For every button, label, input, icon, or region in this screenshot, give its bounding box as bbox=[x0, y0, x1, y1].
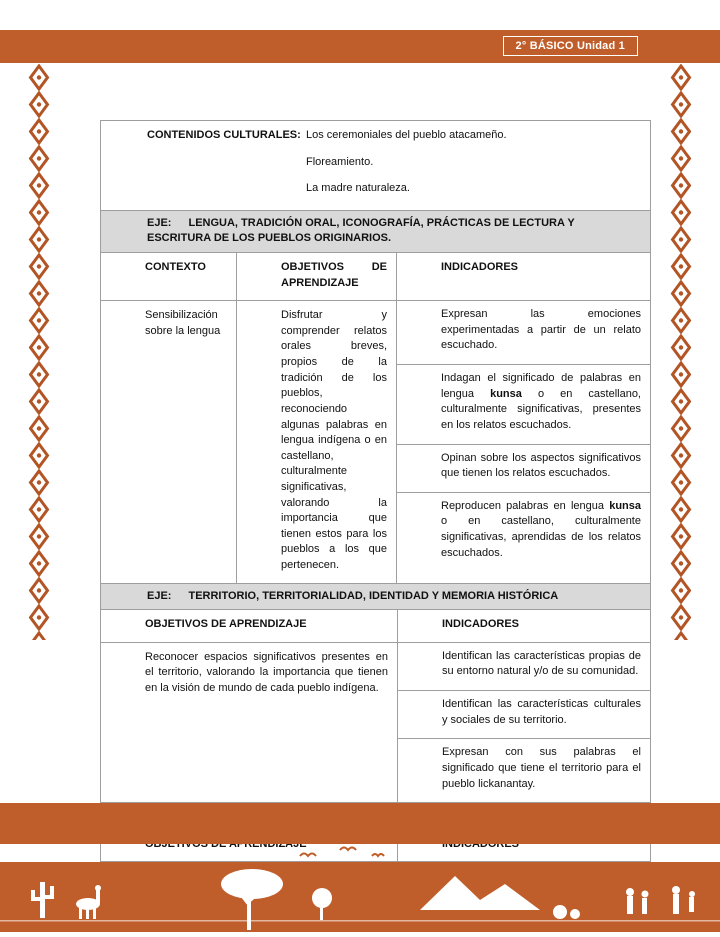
contenido-item: Los ceremoniales del pueblo atacameño. bbox=[306, 129, 507, 141]
contenidos-label: CONTENIDOS CULTURALES: bbox=[147, 129, 301, 141]
column-header-row bbox=[101, 252, 650, 300]
eje-label: EJE: bbox=[147, 216, 172, 229]
ornament-pattern-left bbox=[28, 64, 50, 640]
landscape-silhouette-icon bbox=[0, 844, 720, 932]
contenido-item: Floreamiento. bbox=[306, 155, 374, 168]
indicador-item: Reproducen palabras en lengua kunsa o en castellano, culturalmente significativas, aprendidas de los relatos escuchados. bbox=[397, 492, 650, 583]
indicadores-cell bbox=[397, 643, 650, 802]
footer-band bbox=[0, 803, 720, 844]
diamond-ribbon-icon bbox=[28, 64, 50, 640]
indicador-item: Identifican las características culturales y sociales de su territorio. bbox=[398, 690, 650, 738]
col-header-objetivos: OBJETIVOS DE APRENDIZAJE bbox=[236, 253, 396, 300]
top-bar bbox=[0, 30, 720, 63]
curriculum-table bbox=[100, 120, 651, 862]
indicador-item: Indagan el significado de palabras en lengua kunsa o en castellano, culturalmente significativas, presentes en los relatos escuchados. bbox=[397, 364, 650, 443]
section1-body-row bbox=[101, 300, 650, 582]
diamond-ribbon-icon bbox=[670, 64, 692, 640]
col-header-indicadores-cell bbox=[397, 610, 650, 642]
contenido-item: La madre naturaleza. bbox=[306, 182, 410, 195]
indicador-item: Expresan las emociones experimentadas a partir de un relato escuchado. bbox=[441, 308, 641, 352]
col-header-indicadores-cell bbox=[396, 253, 650, 300]
ornament-pattern-right bbox=[670, 64, 692, 640]
column-header-row-2 bbox=[101, 609, 650, 642]
eje-title: LENGUA, TRADICIÓN ORAL, ICONOGRAFÍA, PRÁCTICAS DE LECTURA Y ESCRITURA DE LOS PUEBLOS ORIGINARIOS. bbox=[147, 216, 575, 245]
objetivo-cell: Reconocer espacios significativos presentes en el territorio, valorando la importancia que tienen en la visión de mundo de cada pueblo indígena. bbox=[145, 650, 388, 695]
col-header-indicadores: INDICADORES bbox=[441, 261, 519, 274]
col-header-objetivos: OBJETIVOS DE APRENDIZAJE bbox=[145, 618, 307, 631]
eje-row-territorio bbox=[101, 583, 650, 610]
indicador-item: Opinan sobre los aspectos significativos que tienen los relatos escuchados. bbox=[397, 444, 650, 492]
eje-label: EJE: bbox=[147, 589, 172, 602]
col-header-indicadores: INDICADORES bbox=[442, 618, 520, 631]
indicadores-cell bbox=[396, 301, 650, 582]
section2-body-row bbox=[101, 642, 650, 802]
contenidos-items bbox=[306, 128, 507, 208]
footer-illustration bbox=[0, 844, 720, 932]
objetivo-cell: Disfrutar y comprender relatos orales breves, propios de la tradición de los pueblos, reconociendo algunas palabras en lengua indígena o en castellano, culturalmente significativas, valorando la importancia que tienen estos para los pueblos a los que pertenecen. bbox=[236, 301, 396, 582]
contenidos-culturales-row bbox=[101, 121, 650, 210]
unit-badge: 2° BÁSICO Unidad 1 bbox=[503, 36, 638, 56]
indicador-item: Identifican las características propias de su entorno natural y/o de su comunidad. bbox=[442, 649, 641, 678]
col-header-contexto: CONTEXTO bbox=[145, 261, 206, 274]
eje-row-lengua bbox=[101, 210, 650, 252]
contexto-cell: Sensibilización sobre la lengua bbox=[145, 309, 221, 337]
eje-title: TERRITORIO, TERRITORIALIDAD, IDENTIDAD Y MEMORIA HISTÓRICA bbox=[188, 589, 559, 602]
indicador-item: Expresan con sus palabras el significado que tiene el territorio para el pueblo lickanantay. bbox=[398, 738, 650, 802]
